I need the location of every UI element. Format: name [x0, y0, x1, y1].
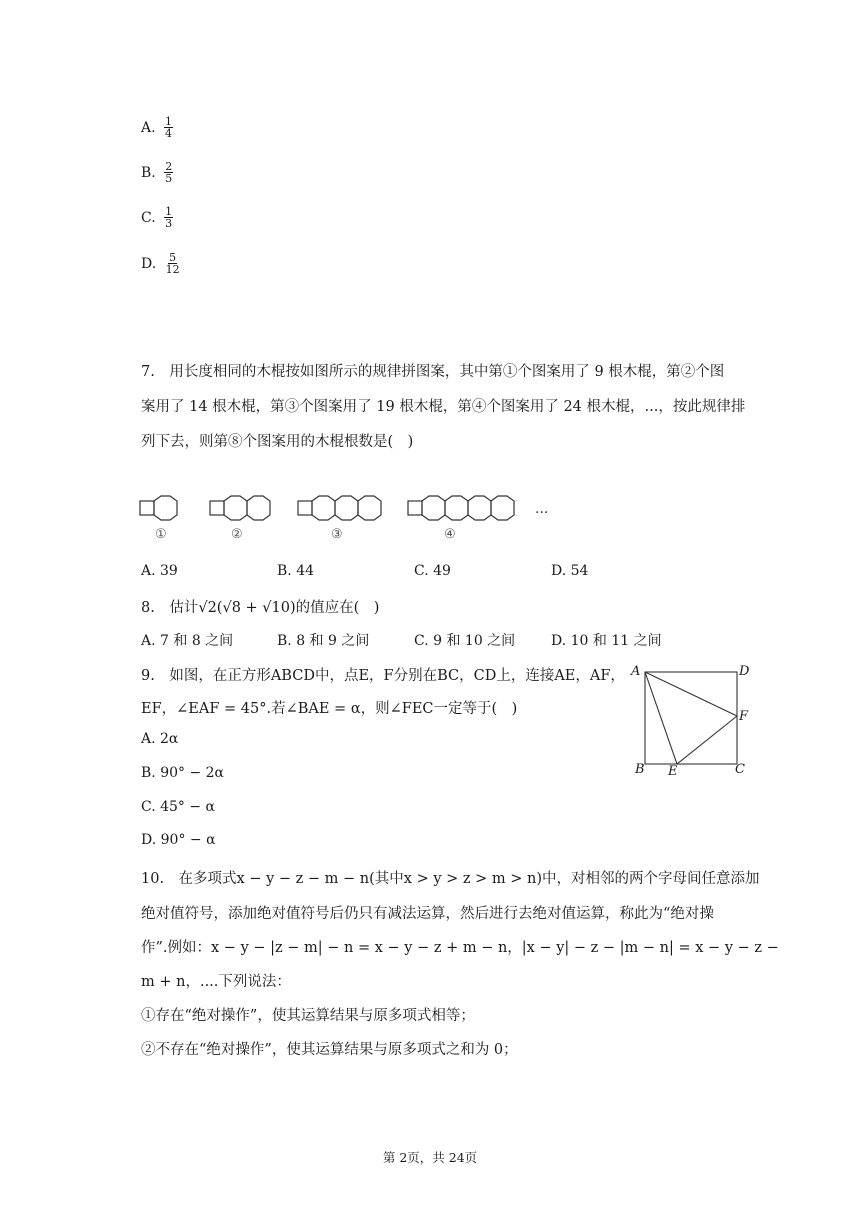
q7-text-line3: 列下去，则第⑧个图案用的木棍根数是( ) — [141, 434, 414, 450]
option-label: D. — [141, 255, 157, 272]
q7-figure-label-1: ① — [155, 527, 167, 542]
q9-text-line1: 9. 如图，在正方形ABCD中，点E，F分别在BC，CD上，连接AE，AF， — [141, 668, 625, 684]
q7-option-b: B. 44 — [277, 563, 315, 579]
q7-pattern-figure — [130, 488, 560, 528]
option-label: A. — [141, 119, 156, 136]
q7-figure-label-3: ③ — [331, 527, 343, 542]
q6-option-d — [141, 252, 181, 275]
q9-option-c: C. 45° − α — [141, 799, 216, 815]
option-label: B. — [141, 164, 156, 181]
q8-option-b: B. 8 和 9 之间 — [277, 633, 370, 649]
q9-option-b: B. 90° − 2α — [141, 765, 224, 781]
q7-option-c: C. 49 — [414, 563, 451, 579]
q8-text: 8. 估计√2(√8 + √10)的值应在( ) — [141, 600, 380, 616]
q9-label-b: B — [635, 762, 645, 777]
q7-text-line2: 案用了 14 根木棍，第③个图案用了 19 根木棍，第④个图案用了 24 根木棍，...，按此规律排 — [141, 399, 746, 415]
q10-text-line4: m + n，....下列说法： — [141, 974, 291, 990]
q9-option-d: D. 90° − α — [141, 832, 216, 848]
q9-label-e: E — [668, 764, 678, 779]
q7-option-a: A. 39 — [141, 563, 178, 579]
q10-text-line2: 绝对值符号，添加绝对值符号后仍只有减法运算，然后进行去绝对值运算，称此为“绝对操 — [141, 906, 714, 922]
q9-label-d: D — [739, 664, 750, 679]
q6-option-b — [141, 161, 173, 184]
q7-figure-label-4: ④ — [444, 527, 456, 542]
fraction: $\frac{1}{4}$ — [165, 115, 173, 140]
q7-option-d: D. 54 — [551, 563, 589, 579]
q8-option-d: D. 10 和 11 之间 — [551, 633, 662, 649]
q10-text-line1: 10. 在多项式x − y − z − m − n(其中x > y > z > m > n)中，对相邻的两个字母间任意添加 — [141, 871, 760, 887]
fraction: $\frac{5}{12}$ — [165, 251, 180, 276]
q7-figure-label-2: ② — [231, 527, 243, 542]
q9-option-a: A. 2α — [141, 731, 179, 747]
page-footer: 第 2页，共 24页 — [382, 1150, 478, 1165]
q10-text-line6: ②不存在“绝对操作”，使其运算结果与原多项式之和为 0； — [141, 1042, 518, 1058]
option-label: C. — [141, 209, 156, 226]
q9-label-a: A — [631, 664, 641, 679]
fraction: $\frac{1}{3}$ — [165, 205, 173, 230]
q7-text-line1: 7. 用长度相同的木棍按如图所示的规律拼图案，其中第①个图案用了 9 根木棍，第②个图 — [141, 364, 725, 380]
q8-option-a: A. 7 和 8 之间 — [141, 633, 234, 649]
fraction: $\frac{2}{5}$ — [165, 160, 173, 185]
q6-option-c — [141, 206, 173, 229]
q10-text-line3: 作”.例如：x − y − |z − m| − n = x − y − z + m − n，|x − y| − z − |m − n| = x − y − z − — [141, 940, 779, 956]
q9-text-line2: EF，∠EAF = 45°.若∠BAE = α，则∠FEC一定等于( ) — [141, 701, 518, 717]
q7-ellipsis: ... — [535, 501, 549, 517]
q8-option-c: C. 9 和 10 之间 — [414, 633, 516, 649]
q9-label-f: F — [739, 709, 749, 724]
q9-label-c: C — [735, 762, 745, 777]
q6-option-a — [141, 116, 173, 139]
q10-text-line5: ①存在“绝对操作”，使其运算结果与原多项式相等； — [141, 1008, 475, 1024]
